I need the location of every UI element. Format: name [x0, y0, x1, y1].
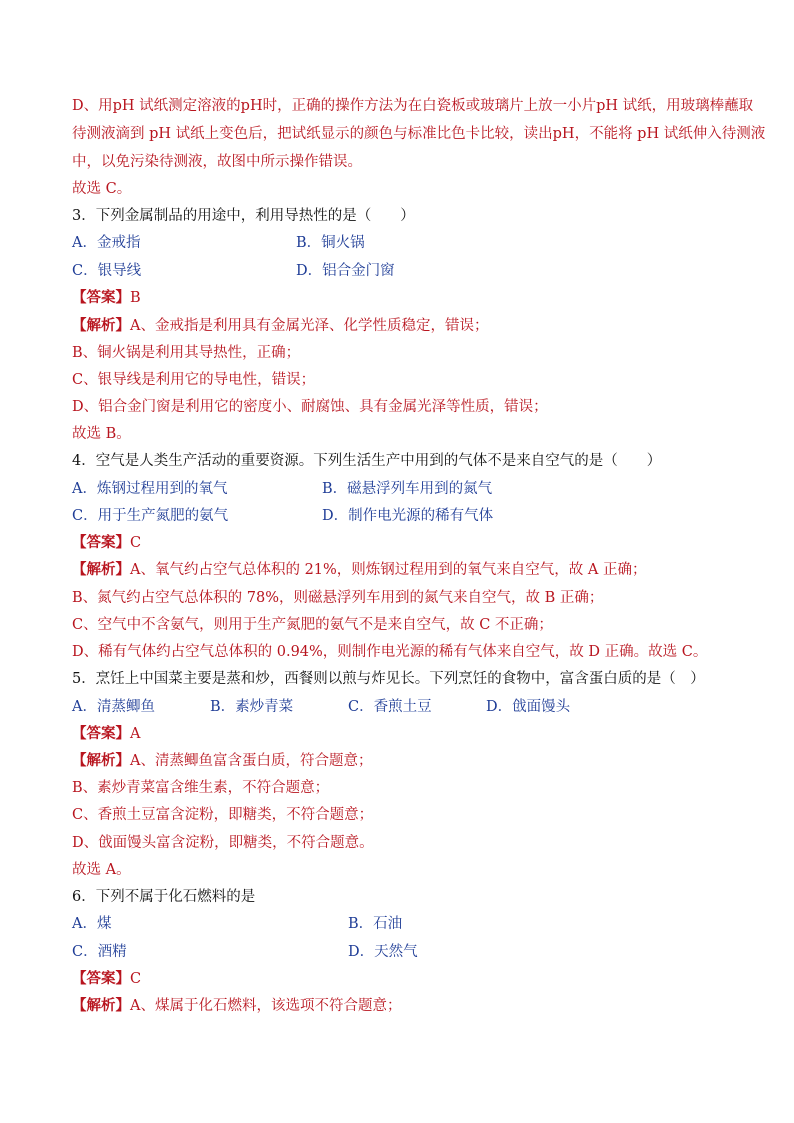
analysis-line: C、香煎土豆富含淀粉，即糖类，不符合题意； [72, 807, 374, 823]
answer-tag: 【答案】 [72, 534, 130, 551]
question-6-stem: 6．下列不属于化石燃料的是 [72, 889, 256, 905]
analysis-line [72, 316, 734, 336]
answer-value: B [130, 290, 141, 306]
analysis-line [72, 751, 734, 771]
choose-line: 故选 A。 [72, 862, 131, 878]
option-c: C．香煎土豆 [348, 699, 432, 715]
answer-line [72, 969, 734, 989]
option-b: B．磁悬浮列车用到的氮气 [322, 481, 493, 497]
analysis-line: B、氮气约占空气总体积的 78%，则磁悬浮列车用到的氮气来自空气，故 B 正确； [72, 590, 604, 606]
analysis-line [72, 560, 734, 580]
question-5-stem: 5．烹饪上中国菜主要是蒸和炒，西餐则以煎与炸见长。下列烹饪的食物中，富含蛋白质的是（ ） [72, 671, 705, 687]
analysis-text: A、金戒指是利用具有金属光泽、化学性质稳定，错误； [130, 318, 489, 334]
option-a: A．煤 [72, 916, 112, 932]
option-d: D．天然气 [348, 944, 418, 960]
analysis-tag: 【解析】 [72, 561, 130, 578]
analysis-line: C、空气中不含氨气，则用于生产氮肥的氨气不是来自空气，故 C 不正确； [72, 617, 553, 633]
answer-line [72, 724, 734, 744]
option-b: B．铜火锅 [296, 235, 365, 251]
analysis-line: C、银导线是利用它的导电性，错误； [72, 372, 316, 388]
option-b: B．石油 [348, 916, 403, 932]
option-c: C．酒精 [72, 944, 127, 960]
analysis-tag: 【解析】 [72, 997, 130, 1014]
answer-line [72, 288, 734, 308]
analysis-tag: 【解析】 [72, 752, 130, 769]
answer-value: C [130, 971, 142, 987]
analysis-line: D、戗面馒头富含淀粉，即糖类，不符合题意。 [72, 835, 374, 851]
choose-line: 故选 C。 [72, 181, 132, 197]
analysis-tag: 【解析】 [72, 317, 130, 334]
option-d: D．戗面馒头 [486, 699, 571, 715]
choose-line: 故选 B。 [72, 426, 131, 442]
analysis-text: A、氧气约占空气总体积的 21%，则炼钢过程用到的氧气来自空气，故 A 正确； [130, 562, 647, 578]
analysis-text: A、清蒸鲫鱼富含蛋白质，符合题意； [130, 753, 373, 769]
option-d: D．铝合金门窗 [296, 263, 395, 279]
analysis-line [72, 996, 734, 1016]
option-b: B．素炒青菜 [210, 699, 294, 715]
analysis-line: D、用pH 试纸测定溶液的pH时，正确的操作方法为在白瓷板或玻璃片上放一小片pH 试纸，用玻璃棒蘸取 [72, 98, 754, 114]
question-3-stem: 3．下列金属制品的用途中，利用导热性的是（ ） [72, 208, 415, 224]
question-4-stem: 4．空气是人类生产活动的重要资源。下列生活生产中用到的气体不是来自空气的是（ ） [72, 453, 662, 469]
option-c: C．用于生产氮肥的氨气 [72, 508, 229, 524]
analysis-line: 中，以免污染待测液，故图中所示操作错误。 [72, 154, 362, 170]
option-c: C．银导线 [72, 263, 142, 279]
option-a: A．炼钢过程用到的氧气 [72, 481, 228, 497]
option-d: D．制作电光源的稀有气体 [322, 508, 494, 524]
answer-tag: 【答案】 [72, 725, 130, 742]
analysis-line: 待测液滴到 pH 试纸上变色后，把试纸显示的颜色与标准比色卡比较，读出pH，不能将 pH 试纸伸入待测液 [72, 126, 766, 142]
analysis-line: B、素炒青菜富含维生素，不符合题意； [72, 780, 330, 796]
analysis-line: D、稀有气体约占空气总体积的 0.94%，则制作电光源的稀有气体来自空气，故 D 正确。故选 C。 [72, 644, 708, 660]
answer-value: A [130, 726, 141, 742]
answer-line [72, 533, 734, 553]
answer-tag: 【答案】 [72, 970, 130, 987]
answer-tag: 【答案】 [72, 289, 130, 306]
option-a: A．金戒指 [72, 235, 141, 251]
option-a: A．清蒸鲫鱼 [72, 699, 155, 715]
analysis-line: D、铝合金门窗是利用它的密度小、耐腐蚀、具有金属光泽等性质，错误； [72, 399, 548, 415]
analysis-text: A、煤属于化石燃料，该选项不符合题意； [130, 998, 402, 1014]
analysis-line: B、铜火锅是利用其导热性，正确； [72, 345, 301, 361]
answer-value: C [130, 535, 142, 551]
